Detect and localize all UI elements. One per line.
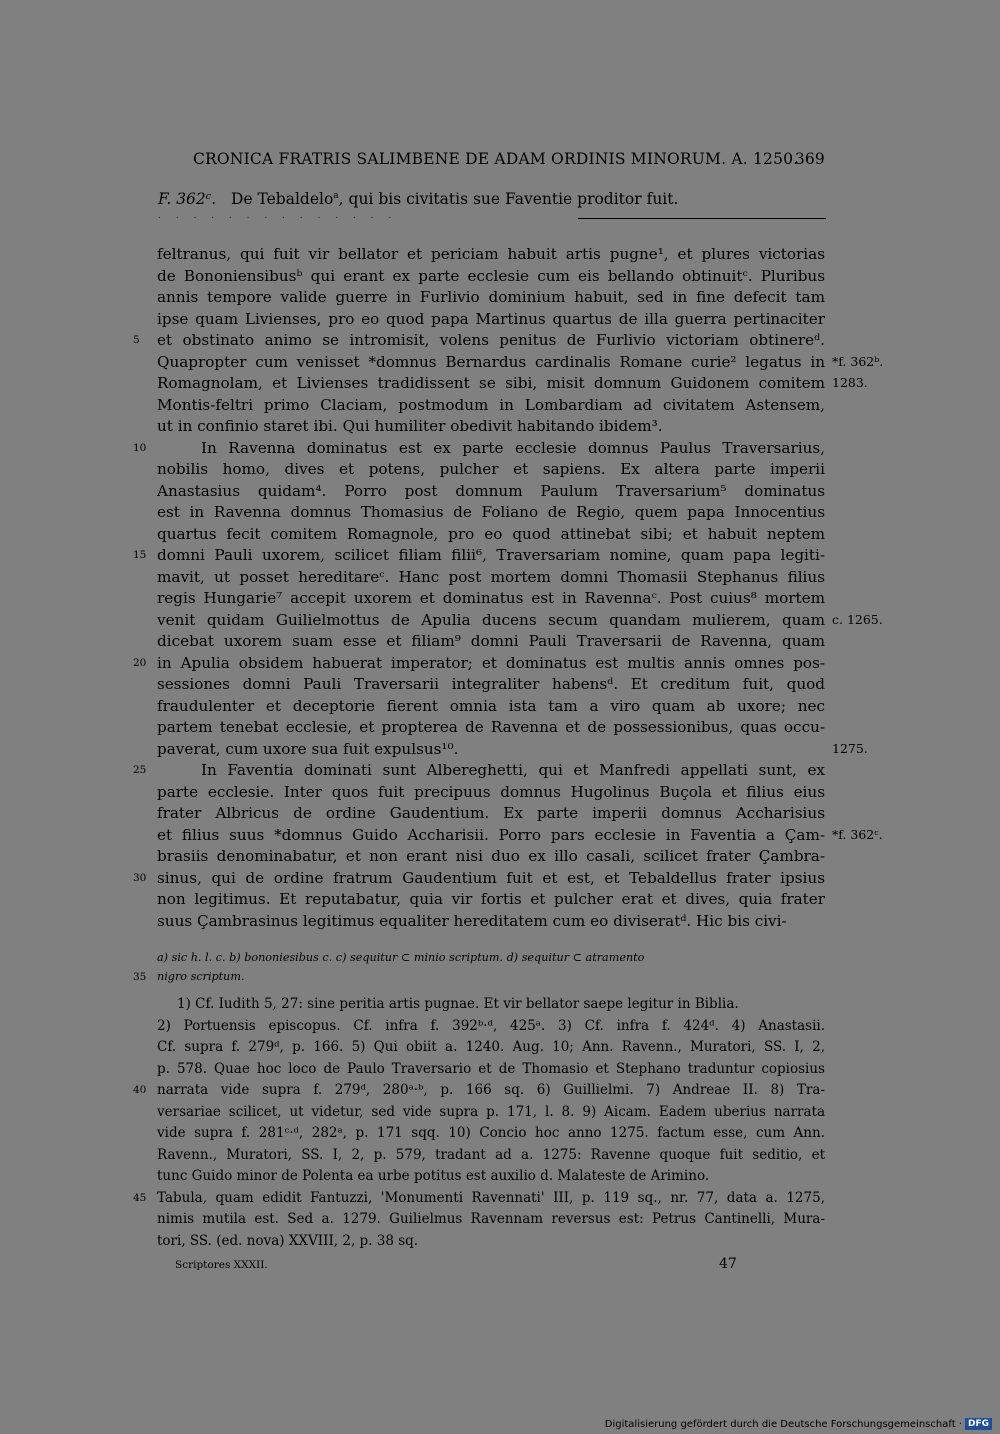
footnote-line: nimis mutila est. Sed a. 1279. Guilielmus Ravennam reversus est: Petrus Cantinelli, Mura- xyxy=(157,1211,825,1227)
footnote-line: 2) Portuensis episcopus. Cf. infra f. 392ᵇ·ᵈ, 425ᵃ. 3) Cf. infra f. 424ᵈ. 4) Anastasii. xyxy=(157,1017,825,1034)
subheading-rest: , qui bis civitatis sue Faventie proditor fuit. xyxy=(338,190,679,208)
text-line: fraudulenter et deceptorie fierent omnia ista tam a viro quam ab uxore; nec xyxy=(157,696,825,715)
footnote-line: narrata vide supra f. 279ᵈ, 280ᵃ·ᵇ, p. 166 sq. 6) Guillielmi. 7) Andreae II. 8) Tra- xyxy=(157,1082,825,1098)
footnote-line: versariae scilicet, ut videtur, sed vide supra p. 171, l. 8. 9) Aicam. Eadem uberius narrata xyxy=(157,1103,825,1120)
text-line: est in Ravenna domnus Thomasius de Foliano de Regio, quem papa Innocentius xyxy=(157,503,825,521)
chapter-subheading xyxy=(158,190,826,208)
volume-label: Scriptores XXXII. xyxy=(175,1259,268,1271)
textual-note-line: a) sic h. l. c. b) bononiesibus c. c) sequitur ⊂ minio scriptum. d) sequitur ⊂ atramento xyxy=(157,951,645,964)
line-number: 20 xyxy=(133,656,147,669)
footnote-line: Tabula, quam edidit Fantuzzi, 'Monumenti Ravennati' III, p. 119 sq., nr. 77, data a. 1275, xyxy=(157,1189,825,1206)
signature-number: 47 xyxy=(719,1256,737,1272)
text-line: Montis-feltri primo Claciam, postmodum in Lombardiam ad civitatem Astensem, xyxy=(157,395,825,414)
subheading-mark: a xyxy=(333,190,339,201)
text-line: non legitimus. Et reputabatur, quia vir fortis et pulcher erat et dives, quia frater xyxy=(157,890,825,908)
footnote-line: Cf. supra f. 279ᵈ, p. 166. 5) Qui obiit a. 1240. Aug. 10; Ann. Ravenn., Muratori, SS. I, 2, xyxy=(157,1039,825,1055)
text-line: Romagnolam, et Livienses tradidissent se sibi, misit domnum Guidonem comitem xyxy=(157,374,825,392)
text-line: annis tempore valide guerre in Furlivio dominium habuit, sed in fine defecit tam xyxy=(157,288,825,306)
subheading-text: De Tebaldelo xyxy=(230,190,334,208)
text-line: dicebat uxorem suam esse et filiam⁹ domni Pauli Traversarii de Ravenna, quam xyxy=(157,632,825,650)
text-line: et filius suus *domnus Guido Accharisii. Porro pars ecclesie in Faventia a Çam- xyxy=(157,825,825,844)
digitization-credit xyxy=(605,1418,992,1430)
line-number: 25 xyxy=(133,764,147,776)
footnote-line: tori, SS. (ed. nova) XXVIII, 2, p. 38 sq. xyxy=(157,1232,419,1249)
text-line: regis Hungarie⁷ accepit uxorem et dominatus est in Ravennaᶜ. Post cuius⁸ mortem xyxy=(157,589,825,607)
footnote-line: vide supra f. 281ᶜ·ᵈ, 282ᵃ, p. 171 sqq. 10) Concio hoc anno 1275. factum esse, cum Ann. xyxy=(157,1125,825,1141)
margin-note: 1275. xyxy=(832,740,868,756)
margin-note: 1283. xyxy=(832,375,868,390)
text-line: quartus fecit comitem Romagnole, pro eo quod attinebat sibi; et habuit neptem xyxy=(157,524,825,543)
textual-note-line: nigro scriptum. xyxy=(157,970,245,983)
margin-note: c. 1265. xyxy=(832,611,883,627)
running-title: CRONICA FRATRIS SALIMBENE DE ADAM ORDINIS MINORUM. A. 1250. xyxy=(193,150,799,168)
text-line: suus Çambrasinus legitimus equaliter hereditatem cum eo diviseratᵈ. Hic bis civi- xyxy=(157,911,787,930)
text-line: et obstinato animo se intromisit, volens penitus de Furlivio victoriam obtinereᵈ. xyxy=(157,331,825,349)
text-line: venit quidam Guilielmottus de Apulia ducens secum quandam mulierem, quam xyxy=(157,610,825,629)
text-line: partem tenebat ecclesie, et propterea de Ravenna et de possessionibus, quas occu- xyxy=(157,718,825,736)
text-line: in Apulia obsidem habuerat imperator; et dominatus est multis annis omnes pos- xyxy=(157,653,825,672)
line-number: 35 xyxy=(133,971,147,983)
line-number: 15 xyxy=(133,549,147,561)
text-line: mavit, ut posset hereditareᶜ. Hanc post mortem domni Thomasii Stephanus filius xyxy=(157,567,825,586)
separator-rule xyxy=(578,218,826,219)
margin-note: *f. 362ᶜ. xyxy=(832,826,883,842)
text-line: domni Pauli uxorem, scilicet filiam filii⁶, Traversariam nomine, quam papa legiti- xyxy=(157,546,825,564)
credit-text: Digitalisierung gefördert durch die Deutsche Forschungsgemeinschaft · xyxy=(604,1418,962,1430)
folio-reference: F. 362ᶜ. xyxy=(158,190,217,208)
text-line: sinus, qui de ordine fratrum Gaudentium fuit et est, et Tebaldellus frater ipsius xyxy=(157,868,825,887)
faint-dots: . . . . . . . . . . . . . . xyxy=(158,211,398,221)
text-line: Quapropter cum venisset *domnus Bernardus cardinalis Romane curie² legatus in xyxy=(157,352,825,371)
text-line: Anastasius quidam⁴. Porro post domnum Paulum Traversarium⁵ dominatus xyxy=(157,481,825,500)
footnotes xyxy=(157,994,825,1252)
footnote-line: p. 578. Quae hoc loco de Paulo Traversario et de Thomasio et Stephano traduntur copiosius xyxy=(157,1060,825,1077)
text-line: In Ravenna dominatus est ex parte ecclesie domnus Paulus Traversarius, xyxy=(201,438,825,457)
textual-notes xyxy=(157,948,825,986)
footnote-line: 1) Cf. Iudith 5, 27: sine peritia artis pugnae. Et vir bellator saepe legitur in Biblia. xyxy=(177,996,739,1012)
line-number: 10 xyxy=(133,441,147,454)
text-line: parte ecclesie. Inter quos fuit precipuus domnus Hugolinus Buçola et filius eius xyxy=(157,782,825,801)
running-header xyxy=(193,150,825,168)
text-line: feltranus, qui fuit vir bellator et periciam habuit artis pugne¹, et plures victorias xyxy=(157,245,825,263)
line-number: 40 xyxy=(133,1084,147,1096)
text-line: brasiis denominabatur, et non erant nisi duo ex illo casali, scilicet frater Çambra- xyxy=(157,847,825,865)
text-line: ut in confinio staret ibi. Qui humiliter obedivit habitando ibidem³. xyxy=(157,417,663,435)
line-number: 45 xyxy=(133,1191,147,1204)
line-number: 5 xyxy=(133,334,140,346)
line-number: 30 xyxy=(133,871,147,884)
text-line: paverat, cum uxore sua fuit expulsus¹⁰. xyxy=(157,739,459,758)
footnote-line: tunc Guido minor de Polenta ea urbe potitus est auxilio d. Malateste de Arimino. xyxy=(157,1168,710,1184)
text-line: In Faventia dominati sunt Albereghetti, qui et Manfredi appellati sunt, ex xyxy=(201,761,825,779)
margin-note: *f. 362ᵇ. xyxy=(832,353,884,369)
text-line: nobilis homo, dives et potens, pulcher et sapiens. Ex altera parte imperii xyxy=(157,460,825,478)
text-line: sessiones domni Pauli Traversarii integraliter habensᵈ. Et creditum fuit, quod xyxy=(157,675,825,693)
text-line: de Bononiensibusᵇ qui erant ex parte ecclesie cum eis bellando obtinuitᶜ. Pluribus xyxy=(157,266,825,285)
text-line: ipse quam Livienses, pro eo quod papa Martinus quartus de illa guerra pertinaciter xyxy=(157,309,825,328)
footnote-line: Ravenn., Muratori, SS. I, 2, p. 579, tradant ad a. 1275: Ravenne quoque fuit seditio, et xyxy=(157,1146,825,1163)
text-line: frater Albricus de ordine Gaudentium. Ex parte imperii domnus Accharisius xyxy=(157,804,825,822)
main-text xyxy=(157,244,825,932)
page-number: 369 xyxy=(794,150,825,168)
dfg-logo: DFG xyxy=(965,1418,992,1430)
